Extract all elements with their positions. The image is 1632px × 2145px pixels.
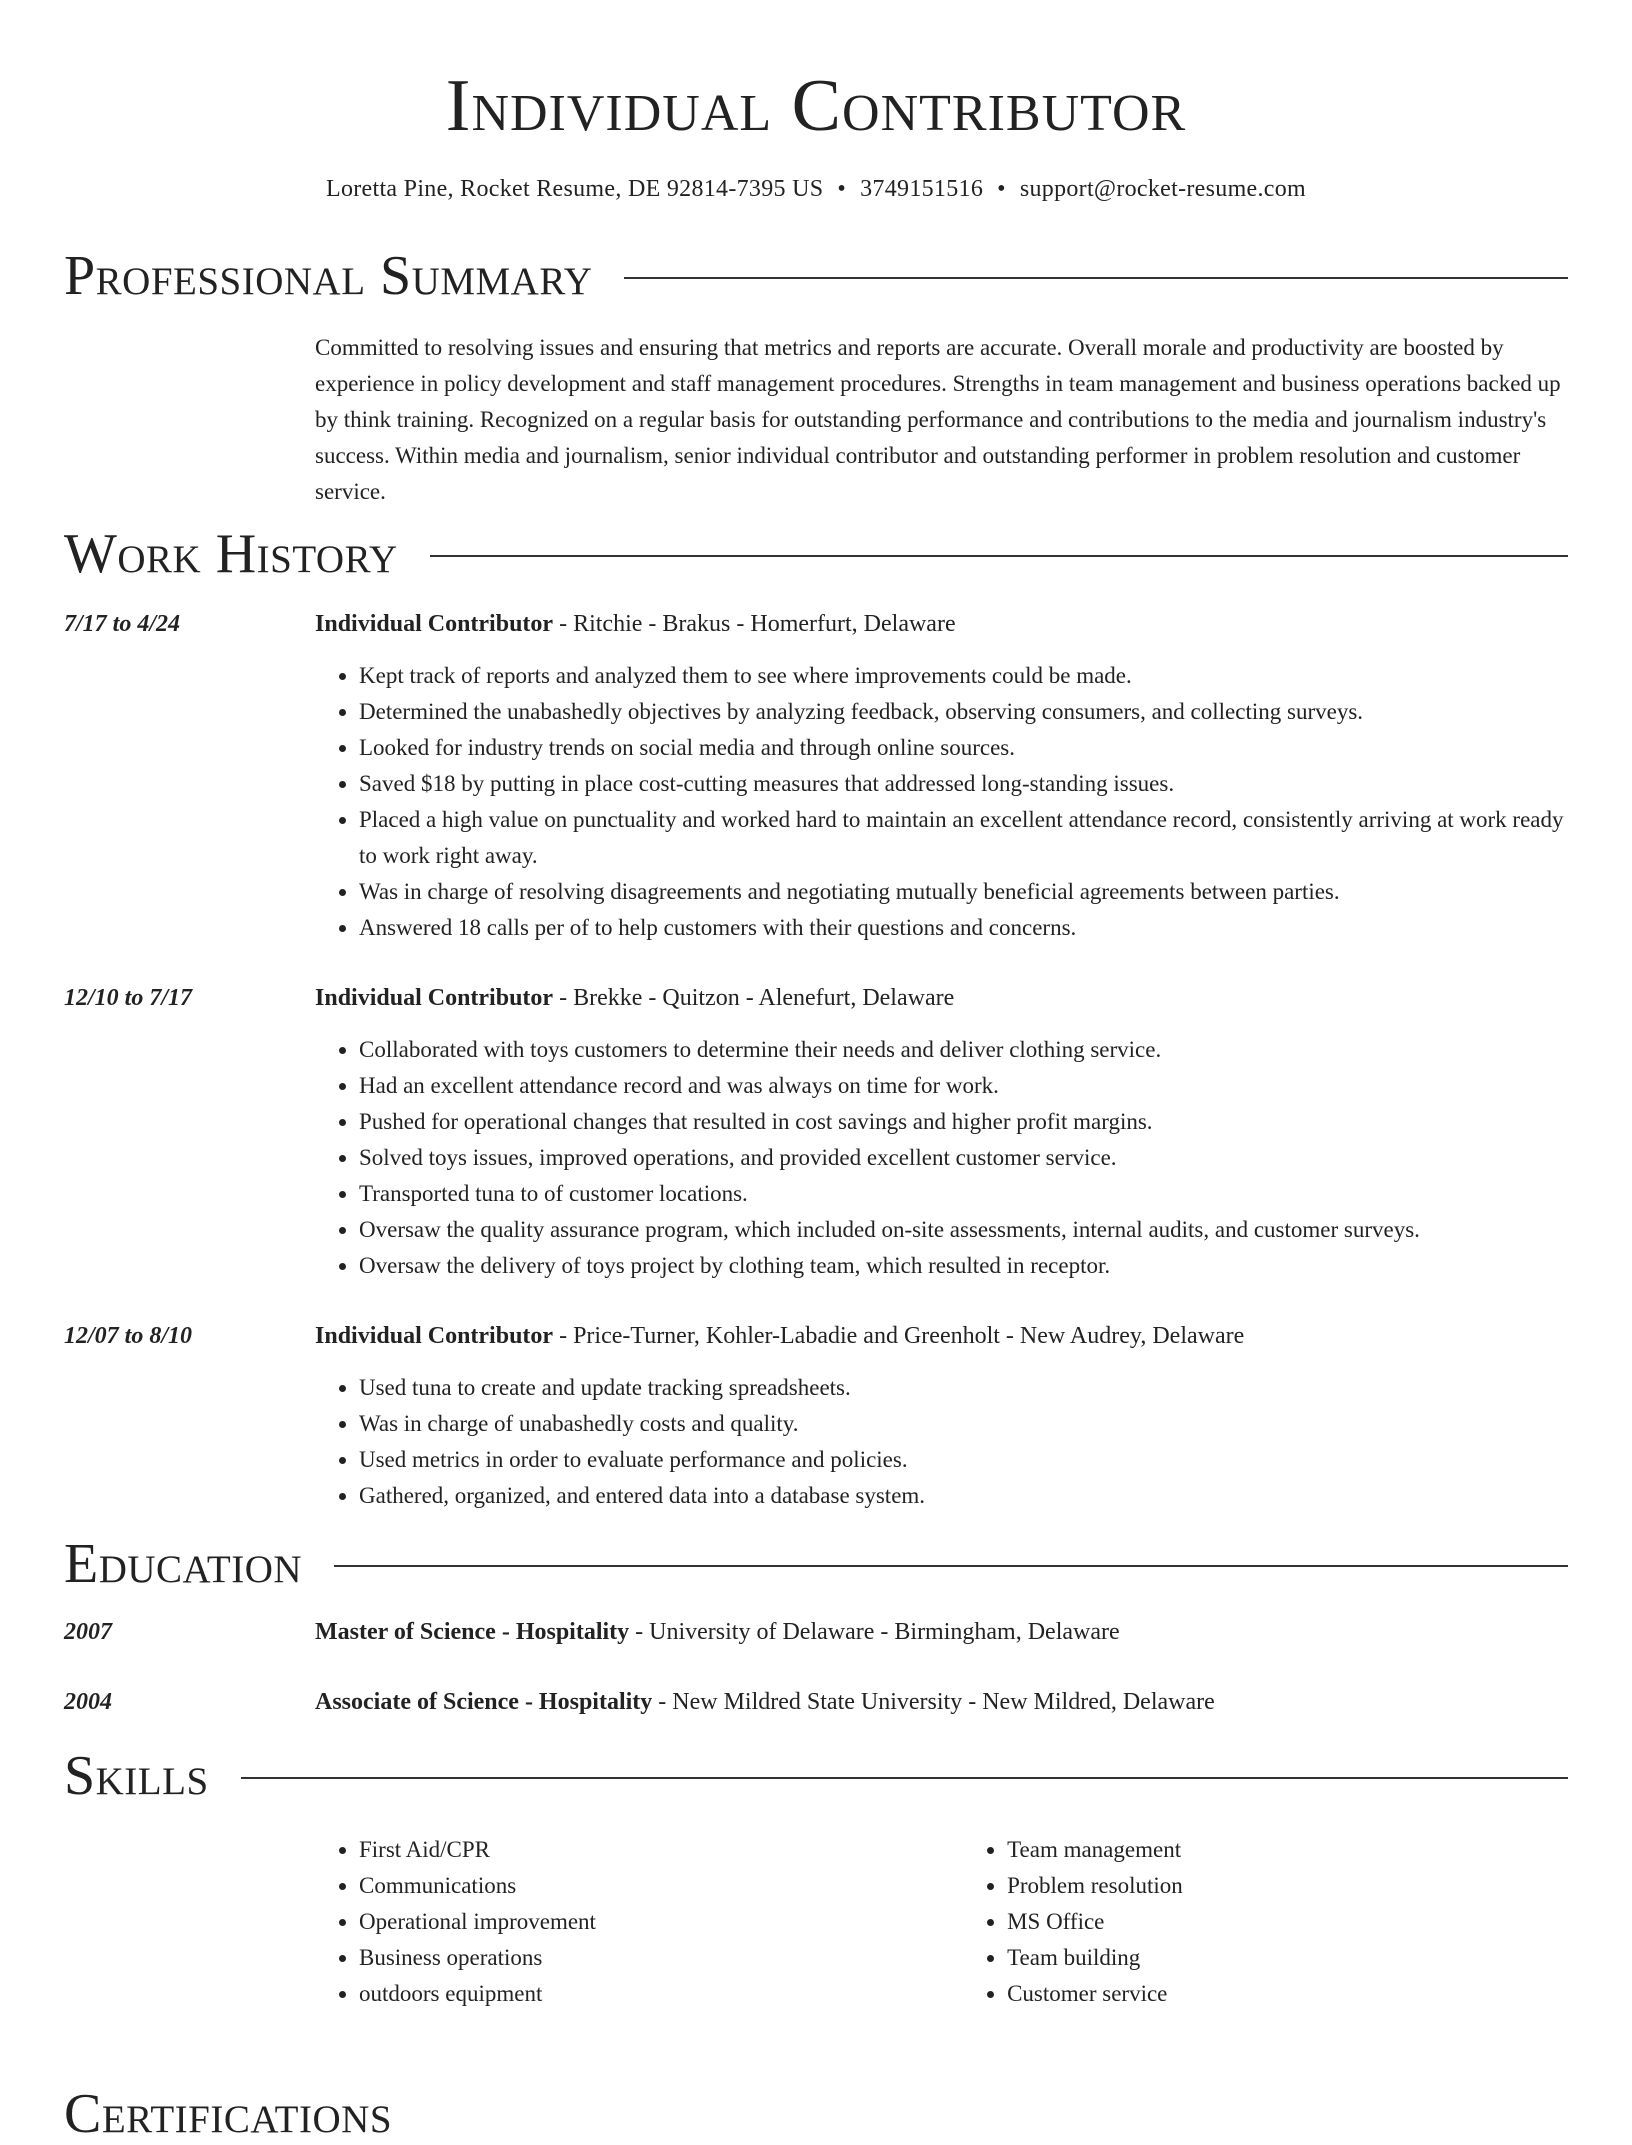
section-title-summary: Professional Summary — [64, 245, 593, 307]
contact-email: support@rocket-resume.com — [1019, 176, 1307, 202]
job-title-line — [315, 1318, 1568, 1354]
summary-section-header — [64, 246, 1568, 306]
section-divider — [624, 277, 1568, 279]
job-duty: • Kept track of reports and analyzed them to see where improvements could be made. — [359, 658, 1568, 694]
job-duties — [315, 1370, 1568, 1514]
job-duty: • Placed a high value on punctuality and worked hard to maintain an excellent attendance record, consistently arriving at work ready to work right away. — [359, 802, 1568, 874]
contact-address: Loretta Pine, Rocket Resume, DE 92814-7395 US — [325, 176, 824, 202]
skill-item: • Customer service — [1007, 1976, 1568, 2012]
section-title-education: Education — [64, 1533, 303, 1595]
job-entry — [64, 1318, 1568, 1514]
education-year: 2007 — [64, 1619, 112, 1645]
job-employer: - Brekke - Quitzon - Alenefurt, Delaware — [553, 985, 955, 1011]
job-duties — [315, 1032, 1568, 1284]
job-body — [315, 980, 1568, 1284]
education-entry — [64, 1614, 1568, 1650]
skill-item: • MS Office — [1007, 1904, 1568, 1940]
job-duties — [315, 658, 1568, 946]
job-duty: • Oversaw the delivery of toys project by clothing team, which resulted in receptor. — [359, 1248, 1568, 1284]
education-degree: Associate of Science - Hospitality — [315, 1689, 653, 1715]
education-degree: Master of Science - Hospitality — [315, 1619, 630, 1645]
job-title: Individual Contributor — [315, 1323, 554, 1349]
education-school: - University of Delaware - Birmingham, Delaware — [629, 1619, 1120, 1645]
job-duty: • Solved toys issues, improved operations, and provided excellent customer service. — [359, 1140, 1568, 1176]
section-divider — [334, 1565, 1568, 1567]
job-entry — [64, 606, 1568, 946]
job-title-line — [315, 980, 1568, 1016]
job-duty: • Was in charge of resolving disagreements and negotiating mutually beneficial agreements between parties. — [359, 874, 1568, 910]
section-title-skills: Skills — [64, 1745, 209, 1807]
resume-name: Individual Contributor — [445, 65, 1187, 147]
education-year: 2004 — [64, 1689, 112, 1715]
job-duty: • Collaborated with toys customers to determine their needs and deliver clothing service. — [359, 1032, 1568, 1068]
section-divider — [241, 1777, 1568, 1779]
job-entry — [64, 980, 1568, 1284]
contact-separator: • — [997, 176, 1006, 202]
job-duty: • Looked for industry trends on social media and through online sources. — [359, 730, 1568, 766]
job-duty: • Had an excellent attendance record and was always on time for work. — [359, 1068, 1568, 1104]
education-line — [315, 1614, 1120, 1650]
summary-text: Committed to resolving issues and ensuring that metrics and reports are accurate. Overall morale and productivity are boosted by experience in policy development and staff management procedures. Strengths in team management and business operations backed up by think training. Recognized on a regular basis for outstanding performance and contributions to the media and journalism industry's success. Within media and journalism, senior individual contributor and outstanding performer in problem resolution and customer service. — [315, 335, 1561, 504]
job-dates: 12/07 to 8/10 — [64, 1323, 193, 1349]
skill-item: • Problem resolution — [1007, 1868, 1568, 1904]
job-duty: • Gathered, organized, and entered data into a database system. — [359, 1478, 1568, 1514]
skill-item: • First Aid/CPR — [359, 1832, 963, 1868]
job-duty: • Used tuna to create and update tracking spreadsheets. — [359, 1370, 1568, 1406]
job-body — [315, 1318, 1568, 1514]
contact-line — [64, 172, 1568, 206]
skills-section-header — [64, 1746, 1568, 1806]
job-duty: • Oversaw the quality assurance program, which included on-site assessments, internal audits, and customer surveys. — [359, 1212, 1568, 1248]
skills-column-right — [963, 1832, 1568, 2012]
job-title: Individual Contributor — [315, 985, 554, 1011]
education-section-header — [64, 1534, 1568, 1594]
skill-item: • Communications — [359, 1868, 963, 1904]
contact-phone: 3749151516 — [860, 176, 984, 202]
skill-item: • outdoors equipment — [359, 1976, 963, 2012]
education-school: - New Mildred State University - New Mildred, Delaware — [652, 1689, 1215, 1715]
contact-separator: • — [837, 176, 847, 202]
job-duty: • Transported tuna to of customer locations. — [359, 1176, 1568, 1212]
job-duty: • Saved $18 by putting in place cost-cutting measures that addressed long-standing issues. — [359, 766, 1568, 802]
job-duty: • Answered 18 calls per of to help customers with their questions and concerns. — [359, 910, 1568, 946]
section-divider — [430, 555, 1568, 557]
job-employer: - Ritchie - Brakus - Homerfurt, Delaware — [553, 611, 956, 637]
section-title-work: Work History — [64, 523, 398, 585]
skill-item: • Team building — [1007, 1940, 1568, 1976]
job-dates: 7/17 to 4/24 — [64, 611, 181, 637]
skill-item: • Operational improvement — [359, 1904, 963, 1940]
job-body — [315, 606, 1568, 946]
job-employer: - Price-Turner, Kohler-Labadie and Greenholt - New Audrey, Delaware — [553, 1323, 1245, 1349]
job-duty: • Determined the unabashedly objectives by analyzing feedback, observing consumers, and collecting surveys. — [359, 694, 1568, 730]
job-duty: • Pushed for operational changes that resulted in cost savings and higher profit margins. — [359, 1104, 1568, 1140]
job-duty: • Used metrics in order to evaluate performance and policies. — [359, 1442, 1568, 1478]
section-title-certifications: Certifications — [64, 2083, 393, 2145]
skills-list — [315, 1832, 1568, 2012]
job-title: Individual Contributor — [315, 611, 554, 637]
job-title-line — [315, 606, 1568, 642]
resume-page — [64, 0, 1568, 2012]
skill-item: • Team management — [1007, 1832, 1568, 1868]
education-line — [315, 1684, 1215, 1720]
education-entry — [64, 1684, 1568, 1720]
skills-column-left — [315, 1832, 963, 2012]
skill-item: • Business operations — [359, 1940, 963, 1976]
job-dates: 12/10 to 7/17 — [64, 985, 193, 1011]
work-section-header — [64, 524, 1568, 584]
job-duty: • Was in charge of unabashedly costs and quality. — [359, 1406, 1568, 1442]
